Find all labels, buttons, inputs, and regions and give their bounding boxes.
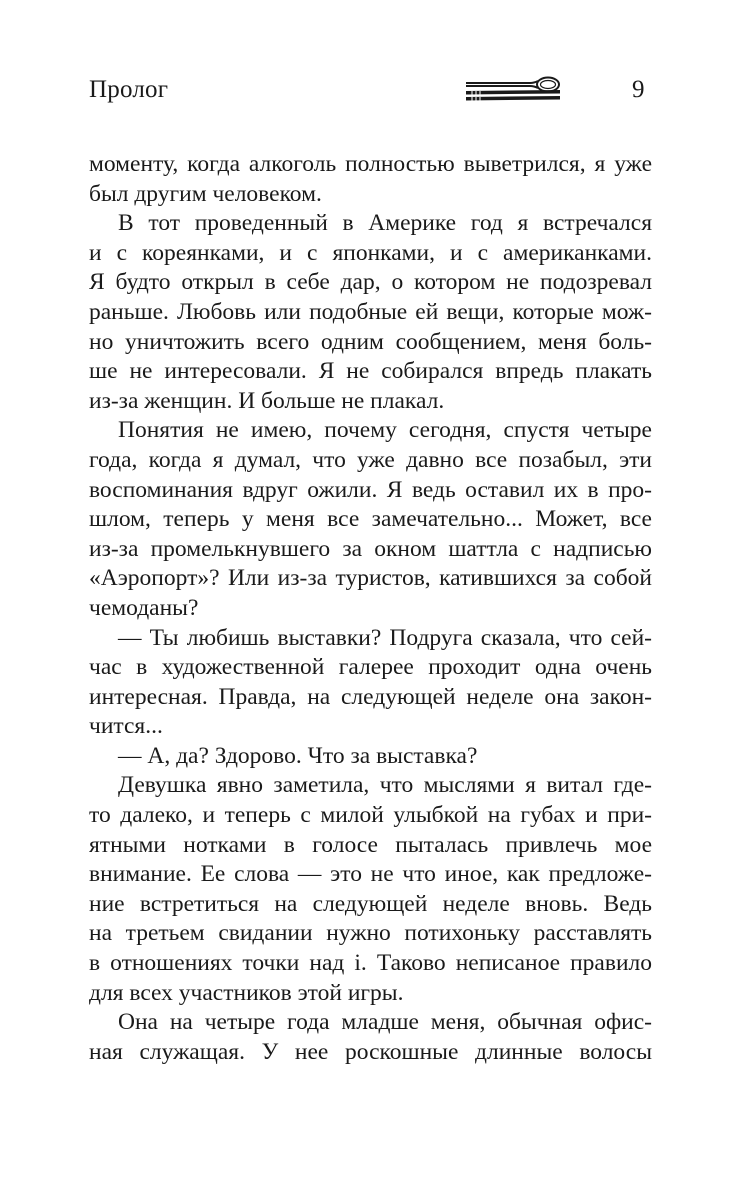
text-line: час в художественной галерее проходит одна очень (89, 654, 652, 681)
text-line: В тот проведенный в Америке год я встречался (118, 210, 652, 237)
text-line: чится... (89, 713, 163, 740)
text-line: для всех участников этой игры. (89, 979, 404, 1006)
text-line: Она на четыре года младше меня, обычная офис- (118, 1009, 652, 1036)
text-line: на третьем свидании нужно потихоньку расставлять (89, 920, 652, 947)
text-line: из-за женщин. И больше не плакал. (89, 387, 445, 414)
text-line: но уничтожить всего одним сообщением, меня боль- (89, 328, 652, 355)
body-text (89, 150, 652, 1067)
text-line: Я будто открыл в себе дар, о котором не подозревал (89, 269, 652, 296)
spoon-and-chopsticks-icon (464, 74, 562, 104)
text-line: Девушка явно заметила, что мыслями я витал где- (118, 772, 652, 799)
text-line: был другим человеком. (89, 180, 322, 207)
text-line: — А, да? Здорово. Что за выставка? (118, 742, 478, 769)
text-line: моменту, когда алкоголь полностью выветрился, я уже (89, 151, 652, 177)
text-line: внимание. Ее слова — это не что иное, как предложе- (89, 861, 652, 888)
text-line: — Ты любишь выставки? Подруга сказала, что сей- (118, 624, 652, 651)
text-line: из-за промелькнувшего за окном шаттла с надписью (89, 535, 652, 562)
text-line: Понятия не имею, почему сегодня, спустя четыре (118, 417, 652, 444)
text-line: воспоминания вдруг ожили. Я ведь оставил их в про- (89, 476, 652, 503)
text-line: шлом, теперь у меня все замечательно... Может, все (89, 506, 652, 533)
text-line: ятными нотками в голосе пыталась привлечь мое (89, 831, 652, 858)
text-line: то далеко, и теперь с милой улыбкой на губах и при- (89, 802, 652, 829)
text-line: чемоданы? (89, 594, 199, 621)
text-line: ше не интересовали. Я не собирался впредь плакать (89, 358, 652, 385)
text-line: в отношениях точки над i. Таково неписаное правило (89, 950, 652, 977)
text-line: ние встретиться на следующей неделе вновь. Ведь (89, 890, 652, 917)
text-line: ная служащая. У нее роскошные длинные волосы (89, 1038, 652, 1065)
page-number: 9 (632, 76, 645, 103)
text-line: интересная. Правда, на следующей неделе она закон- (89, 683, 652, 710)
chapter-title: Пролог (89, 76, 169, 103)
text-line: года, когда я думал, что уже давно все позабыл, эти (89, 446, 652, 473)
text-line: «Аэропорт»? Или из-за туристов, катившихся за собой (89, 565, 652, 592)
text-line: и с кореянками, и с японками, и с американками. (89, 239, 652, 266)
text-line: раньше. Любовь или подобные ей вещи, которые мож- (89, 298, 652, 325)
